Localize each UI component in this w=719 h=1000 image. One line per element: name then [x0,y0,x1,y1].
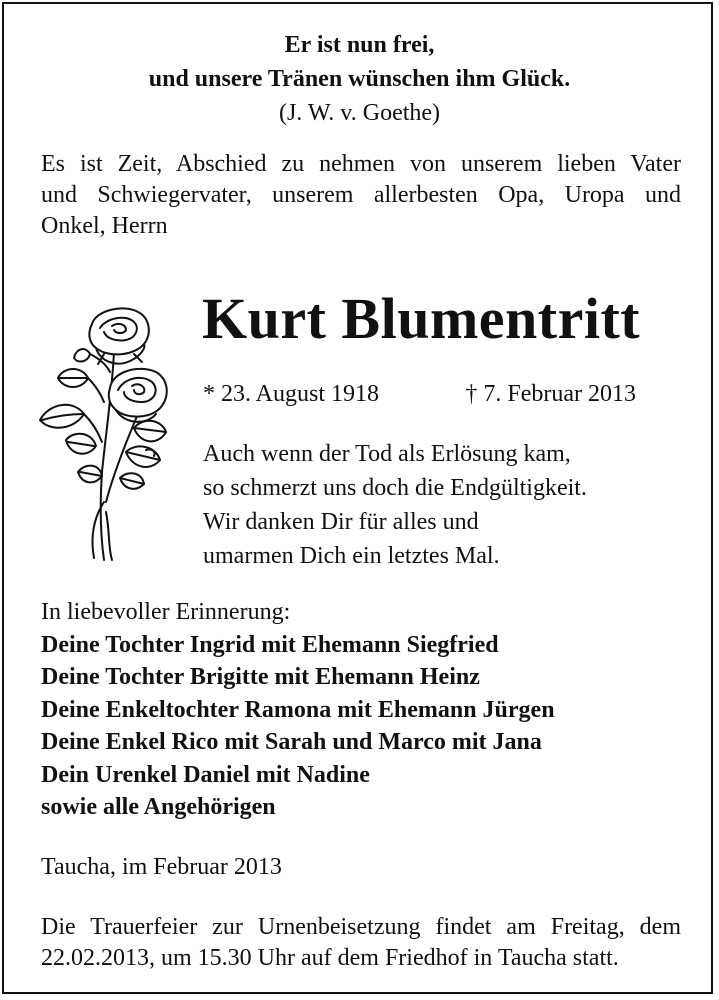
mourner-entry: Deine Enkel Rico mit Sarah und Marco mit Jana [41,729,542,755]
funeral-service-info [41,912,681,974]
rose-illustration-icon [34,302,174,564]
mourner-entry: Dein Urenkel Daniel mit Nadine [41,761,370,788]
mourners-heading: In liebevoller Erinnerung: [41,599,291,625]
verse-line-3: Wir danken Dir für alles und [203,509,479,535]
quote-author: (J. W. v. Goethe) [278,100,441,126]
death-date: † 7. Februar 2013 [465,381,636,407]
verse-line-4: umarmen Dich ein letztes Mal. [203,543,500,569]
mourner-entry: Deine Tochter Ingrid mit Ehemann Siegfried [41,631,499,658]
intro-line-1: Es ist Zeit, Abschied zu nehmen von unserem lieben Vater [41,151,681,177]
verse-line-2: so schmerzt uns doch die Endgültigkeit. [203,475,587,501]
intro-paragraph [41,149,681,242]
mourner-entry: Deine Enkeltochter Ramona mit Ehemann Jürgen [41,696,555,723]
service-line-1: Die Trauerfeier zur Urnenbeisetzung findet am Freitag, dem [41,914,681,940]
mourners-list [41,596,555,824]
deceased-name: Kurt Blumentritt [202,286,641,351]
verse-line-1: Auch wenn der Tod als Erlösung kam, [203,441,571,467]
birth-date: * 23. August 1918 [203,381,380,407]
mourner-entry: Deine Tochter Brigitte mit Ehemann Heinz [41,664,480,690]
quote-line-2: und unsere Tränen wünschen ihm Glück. [148,66,571,92]
intro-line-2: und Schwiegervater, unserem allerbesten Opa, Uropa und [41,182,681,208]
intro-line-3: Onkel, Herrn [41,213,168,239]
mourner-entry: sowie alle Angehörigen [41,794,276,820]
quote-line-1: Er ist nun frei, [284,32,435,58]
verse [203,437,587,573]
service-line-2: 22.02.2013, um 15.30 Uhr auf dem Friedhof in Taucha statt. [41,945,619,971]
goethe-quote [0,28,719,130]
place-and-date: Taucha, im Februar 2013 [41,854,282,880]
